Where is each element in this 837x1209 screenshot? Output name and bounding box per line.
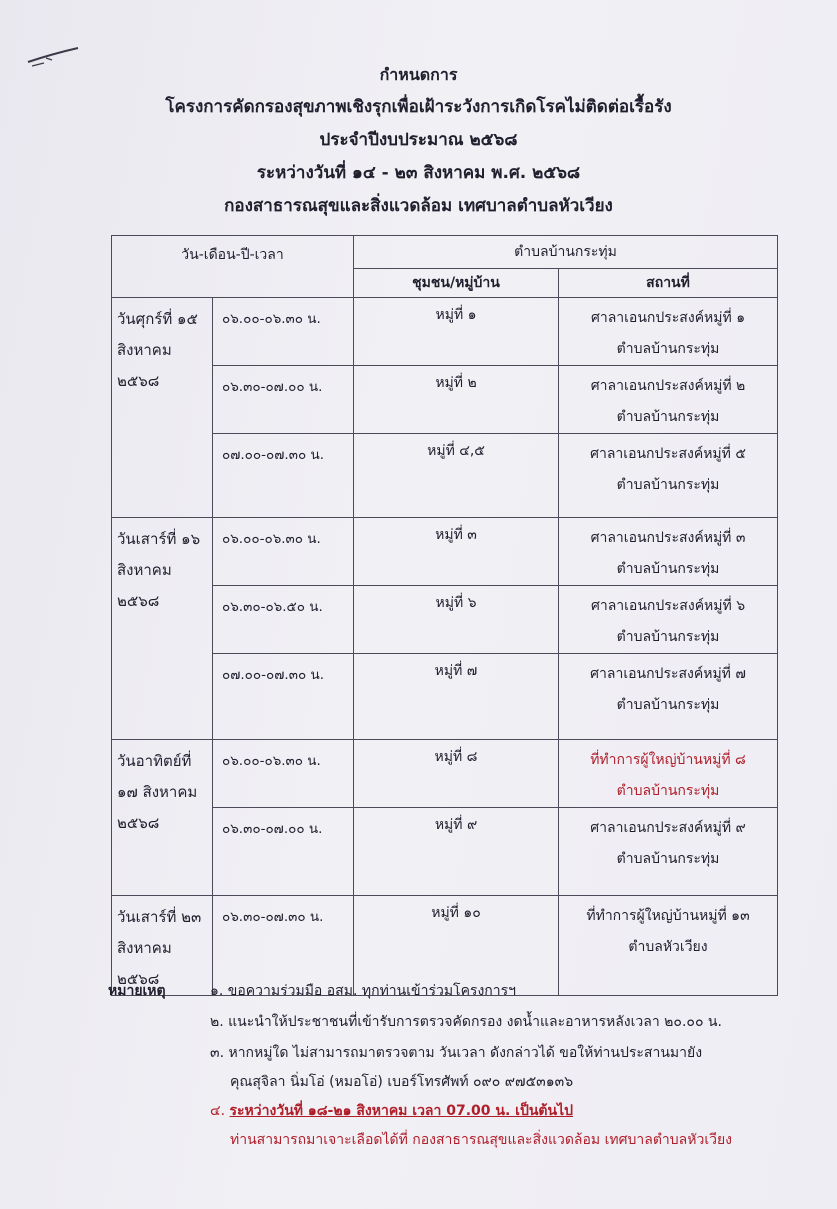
time-cell: ๐๖.๓๐-๐๗.๐๐ น. [213,808,354,896]
place-cell [559,654,778,740]
place-cell [559,434,778,518]
place-cell [559,586,778,654]
note-3: ๓. หากหมู่ใด ไม่สามารถมาตรวจตาม วันเวลา ดังกล่าวได้ ขอให้ท่านประสานมายัง [210,1045,703,1061]
time-cell: ๐๖.๐๐-๐๖.๓๐ น. [213,518,354,586]
time-cell: ๐๖.๓๐-๐๗.๓๐ น. [213,896,354,996]
header-datetime: วัน-เดือน-ปี-เวลา [112,236,354,298]
header-area: ตำบลบ้านกระทุ่ม [354,236,778,269]
time-cell: ๐๗.๐๐-๐๗.๓๐ น. [213,654,354,740]
place-cell [559,366,778,434]
place-line: ศาลาเอนกประสงค์หมู่ที่ ๖ [590,598,746,614]
village-cell: หมู่ที่ ๔,๕ [354,434,559,518]
day-line: ๒๕๖๘ [117,814,160,832]
village-cell: หมู่ที่ ๗ [354,654,559,740]
time-cell: ๐๖.๐๐-๐๖.๓๐ น. [213,298,354,366]
place-cell [559,518,778,586]
place-cell [559,896,778,996]
day-line: วันเสาร์ที่ ๑๖ [117,530,201,548]
village-cell: หมู่ที่ ๙ [354,808,559,896]
header-fiscal-year: ประจำปีงบประมาณ ๒๕๖๘ [319,130,518,150]
village-cell: หมู่ที่ ๑๐ [354,896,559,996]
note-3-contact: คุณสุจิลา นิ่มโอ่ (หมอโอ่) เบอร์โทรศัพท์ ๐๙๐ ๙๗๕๓๑๓๖ [230,1074,574,1090]
note-4 [210,1100,573,1122]
day-line: วันศุกร์ที่ ๑๕ [117,310,198,328]
place-line: ตำบลบ้านกระทุ่ม [616,629,720,645]
header-place: สถานที่ [559,269,778,298]
note-2: ๒. แนะนำให้ประชาชนที่เข้ารับการตรวจคัดกรอง งดน้ำและอาหารหลังเวลา ๒๐.๐๐ น. [210,1014,722,1030]
place-line: ศาลาเอนกประสงค์หมู่ที่ ๒ [590,378,746,394]
day-line: ๒๕๖๘ [117,372,160,390]
place-line: ตำบลบ้านกระทุ่ม [616,851,720,867]
place-cell [559,740,778,808]
note-4-detail: ท่านสามารถมาเจาะเลือดได้ที่ กองสาธารณสุขและสิ่งแวดล้อม เทศบาลตำบลหัวเวียง [230,1132,733,1148]
day-line: ๒๕๖๘ [117,592,160,610]
schedule-table [111,235,778,996]
header-organization: กองสาธารณสุขและสิ่งแวดล้อม เทศบาลตำบลหัวเวียง [224,196,613,216]
place-line: ที่ทำการผู้ใหญ่บ้านหมู่ที่ ๘ [590,752,746,768]
note-1: ๑. ขอความร่วมมือ อสม. ทุกท่านเข้าร่วมโครงการฯ [210,983,517,999]
header-date-range: ระหว่างวันที่ ๑๔ - ๒๓ สิงหาคม พ.ศ. ๒๕๖๘ [256,163,581,183]
village-cell: หมู่ที่ ๘ [354,740,559,808]
place-line: ที่ทำการผู้ใหญ่บ้านหมู่ที่ ๑๓ [586,908,750,924]
day-cell [112,740,213,896]
header-title: กำหนดการ [379,65,458,84]
place-line: ตำบลบ้านกระทุ่ม [616,341,720,357]
place-line: ศาลาเอนกประสงค์หมู่ที่ ๙ [590,820,746,836]
place-cell [559,808,778,896]
village-cell: หมู่ที่ ๓ [354,518,559,586]
document-header [0,58,837,223]
day-line: สิงหาคม [117,939,172,957]
time-cell: ๐๖.๐๐-๐๖.๓๐ น. [213,740,354,808]
day-line: วันเสาร์ที่ ๒๓ [117,908,202,926]
table-row [112,518,778,586]
place-line: ตำบลบ้านกระทุ่ม [616,561,720,577]
place-line: ตำบลบ้านกระทุ่ม [616,697,720,713]
place-cell [559,298,778,366]
time-cell: ๐๖.๓๐-๐๖.๕๐ น. [213,586,354,654]
time-cell: ๐๗.๐๐-๐๗.๓๐ น. [213,434,354,518]
header-project: โครงการคัดกรองสุขภาพเชิงรุกเพื่อเฝ้าระวังการเกิดโรคไม่ติดต่อเรื้อรัง [165,97,672,117]
day-line: วันอาทิตย์ที่ [117,752,192,770]
header-village: ชุมชน/หมู่บ้าน [354,269,559,298]
place-line: ตำบลบ้านกระทุ่ม [616,409,720,425]
day-line: สิงหาคม [117,341,172,359]
day-cell [112,298,213,518]
village-cell: หมู่ที่ ๖ [354,586,559,654]
place-line: ศาลาเอนกประสงค์หมู่ที่ ๓ [590,530,746,546]
place-line: ศาลาเอนกประสงค์หมู่ที่ ๕ [590,446,746,462]
time-cell: ๐๖.๓๐-๐๗.๐๐ น. [213,366,354,434]
place-line: ศาลาเอนกประสงค์หมู่ที่ ๗ [590,666,746,682]
note-4-number: ๔. [210,1103,226,1119]
day-cell [112,518,213,740]
village-cell: หมู่ที่ ๑ [354,298,559,366]
day-line: ๒๕๖๘ [117,970,160,988]
day-line: ๑๗ สิงหาคม [117,783,198,801]
day-line: สิงหาคม [117,561,172,579]
place-line: ตำบลบ้านกระทุ่ม [616,783,720,799]
note-4-date: ระหว่างวันที่ ๑๘-๒๑ สิงหาคม เวลา 07.00 น. เป็นต้นไป [229,1103,573,1119]
place-line: ตำบลบ้านกระทุ่ม [616,477,720,493]
village-cell: หมู่ที่ ๒ [354,366,559,434]
table-row [112,298,778,366]
table-row [112,740,778,808]
place-line: ศาลาเอนกประสงค์หมู่ที่ ๑ [590,310,746,326]
place-line: ตำบลหัวเวียง [628,939,708,955]
notes-label: หมายเหตุ [108,983,166,999]
